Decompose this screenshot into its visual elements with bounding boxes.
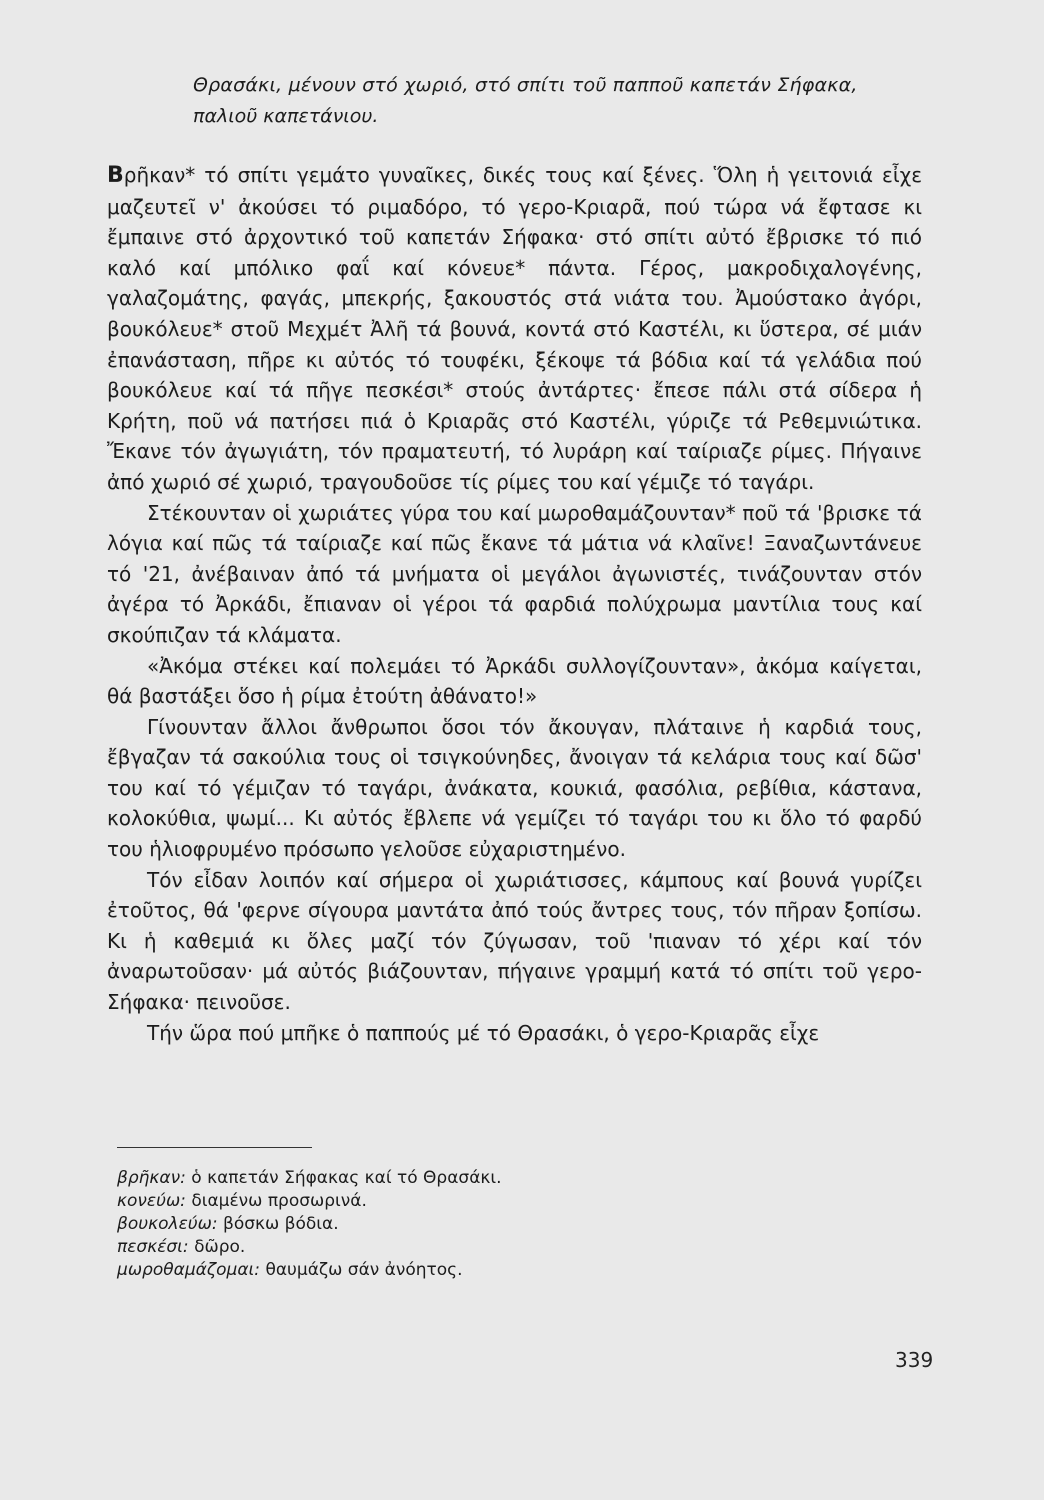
footnote [117,1236,757,1259]
footnote-term: βρῆκαν: [117,1168,186,1188]
footnote-definition: θαυμάζω σάν ἀνόητος. [265,1260,463,1280]
footnote-divider [117,1147,312,1148]
footnote-definition: ὁ καπετάν Σήφακας καί τό Θρασάκι. [191,1168,502,1188]
main-text-block [107,70,922,1048]
footnote-term: βουκολεύω: [117,1214,218,1234]
footnote [117,1167,757,1190]
page-number: 339 [895,1348,934,1372]
paragraph-2: Στέκουνταν οἱ χωριάτες γύρα του καί μωροθαμάζουνταν* ποῦ τά 'βρισκε τά λόγια καί πῶς τά ταίριαζε καί πῶς ἔκανε τά μάτια νά κλαῖνε! Ξαναζωντάνευε τό '21, ἀνέβαιναν ἀπό τά μνήματα οἱ μεγάλοι ἀγωνιστές, τινάζουνταν στόν ἀγέρα τό Ἀρκάδι, ἔπιαναν οἱ γέροι τά φαρδιά πολύχρωμα μαντίλια τους καί σκούπιζαν τά κλάματα. [107,500,922,647]
footnote [117,1259,757,1282]
footnote [117,1190,757,1213]
body-text [107,160,922,1048]
paragraph-1-text: ρῆκαν* τό σπίτι γεμάτο γυναῖκες, δικές τους καί ξένες. Ὅλη ἡ γειτονιά εἶχε μαζευτεῖ ν' ἀκούσει τό ριμαδόρο, τό γερο-Κριαρᾶ, πού τώρα νά ἔφτασε κι ἔμπαινε στό ἀρχοντικό τοῦ καπετάν Σήφακα· στό σπίτι αὐτό ἔβρισκε τό πιό καλό καί μπόλικο φαΐ καί κόνευε* πάντα. Γέρος, μακροδιχαλογένης, γαλαζομάτης, φαγάς, μπεκρής, ξακουστός στά νιάτα του. Ἀμούστακο ἀγόρι, βουκόλευε* στοῦ Μεχμέτ Ἀλῆ τά βουνά, κοντά στό Καστέλι, κι ὕστερα, σέ μιάν ἐπανάσταση, πῆρε κι αὐτός τό τουφέκι, ξέκοψε τά βόδια καί τά γελάδια πού βουκόλευε καί τά πῆγε πεσκέσι* στούς ἀντάρτες· ἔπεσε πάλι στά σίδερα ἡ Κρήτη, ποῦ νά πατήσει πιά ὁ Κριαρᾶς στό Καστέλι, γύριζε τά Ρεθεμνιώτικα. Ἔκανε τόν ἀγωγιάτη, τόν πραματευτή, τό λυράρη καί ταίριαζε ρίμες. Πήγαινε ἀπό χωριό σέ χωριό, τραγουδοῦσε τίς ρίμες του καί γέμιζε τό ταγάρι. [107,163,922,494]
intro-line-1: Θρασάκι, μένουν στό χωριό, στό σπίτι τοῦ παπποῦ καπετάν Σήφακα, [193,74,858,96]
footnote-definition: δῶρο. [194,1237,246,1257]
footnote [117,1213,757,1236]
paragraph-3: «Ἀκόμα στέκει καί πολεμάει τό Ἀρκάδι συλλογίζουνταν», ἀκόμα καίγεται, θά βαστάξει ὅσο ἡ ρίμα ἐτούτη ἀθάνατο!» [107,653,922,709]
paragraph-5: Τόν εἶδαν λοιπόν καί σήμερα οἱ χωριάτισσες, κάμπους καί βουνά γυρίζει ἐτοῦτος, θά 'φερνε σίγουρα μαντάτα ἀπό τούς ἄντρες τους, τόν πῆραν ξοπίσω. Κι ἡ καθεμιά κι ὅλες μαζί τόν ζύγωσαν, τοῦ 'πιαναν τό χέρι καί τόν ἀναρωτοῦσαν· μά αὐτός βιάζουνταν, πήγαινε γραμμή κατά τό σπίτι τοῦ γερο-Σήφακα· πεινοῦσε. [107,867,922,1015]
drop-cap: Β [107,163,124,188]
intro-line-2: παλιοῦ καπετάνιου. [193,105,379,127]
paragraph-6: Τήν ὥρα πού μπῆκε ὁ παππούς μέ τό Θρασάκι, ὁ γερο-Κριαρᾶς εἶχε [147,1020,820,1045]
footnote-definition: διαμένω προσωρινά. [191,1191,367,1211]
footnote-term: μωροθαμάζομαι: [117,1260,261,1280]
footnote-term: πεσκέσι: [117,1237,189,1257]
paragraph-4: Γίνουνταν ἄλλοι ἄνθρωποι ὅσοι τόν ἄκουγαν, πλάταινε ἡ καρδιά τους, ἔβγαζαν τά σακούλια τους οἱ τσιγκούνηδες, ἄνοιγαν τά κελάρια τους καί δῶσ' του καί τό γέμιζαν τό ταγάρι, ἀνάκατα, κουκιά, φασόλια, ρεβίθια, κάστανα, κολοκύθια, ψωμί... Κι αὐτός ἔβλεπε νά γεμίζει τό ταγάρι του κι ὅλο τό φαρδύ του ἡλιοφρυμένο πρόσωπο γελοῦσε εὐχαριστημένο. [107,714,922,862]
footnote-definition: βόσκω βόδια. [222,1214,339,1234]
paragraph-1 [107,160,922,498]
footnotes [117,1167,757,1282]
footnote-term: κονεύω: [117,1191,186,1211]
